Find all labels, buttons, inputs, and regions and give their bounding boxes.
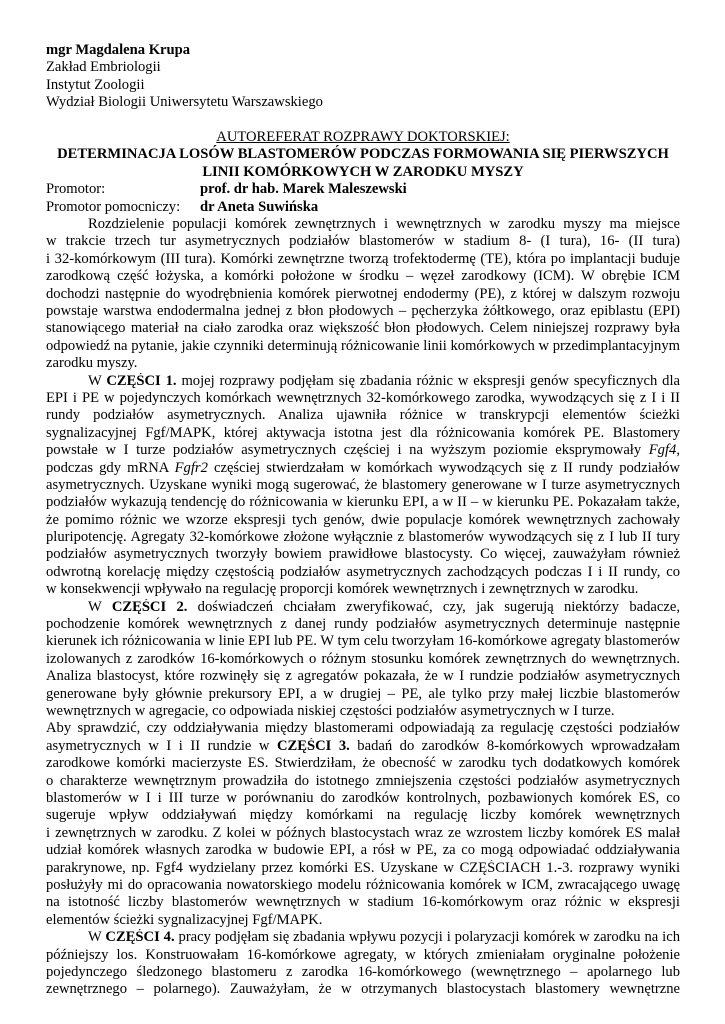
body-line: zarodkową część łożyska, a komórki położone w środku – węzeł zarodkowy (ICM). W obrębie ICM [46, 268, 680, 285]
body-line: że pomimo różnic we wzorze ekspresji tych genów, dwie populacje komórek wewnętrznych zachowały [46, 511, 680, 528]
body-line: podziałów asymetrycznych tworzyły bowiem prawidłowe blastocysty. Co więcej, zauważyłam również [46, 546, 680, 563]
body-line: pluripotencję. Agregaty 32-komórkowe złożone wyłącznie z blastomerów wywodzących się z I lub II tury [46, 529, 680, 546]
text-run: doświadczeń chciałam zweryfikować, czy, jak sugerują niektórzy badacze, [187, 598, 680, 615]
affiliation-line: Wydział Biologii Uniwersytetu Warszawskiego [46, 94, 323, 111]
body-line: izolowanych z zarodków 16-komórkowych o różnym stosunku komórek zewnętrznych do wewnętrznych. [46, 650, 680, 667]
gene-name: Fgfr2 [174, 459, 208, 476]
text-run: pracy podjęłam się zbadania wpływu pozycji i polaryzacji komórek w zarodku na ich [174, 929, 680, 946]
body-line: o charakterze wewnętrznym prowadziła do istotnego zmniejszenia częstości podziałów asymetrycznych [46, 772, 680, 789]
body-line: w trakcie trzech tur asymetrycznych podziałów blastomerów w stadium 8- (I tura), 16- (II tura) [46, 233, 680, 250]
text-run: W [88, 372, 107, 389]
promotor-name: dr Aneta Suwińska [200, 198, 319, 215]
text-run: W [88, 598, 112, 615]
section-intro-line [46, 599, 680, 616]
text-run: częściej stwierdzałam w komórkach wywodzących się z II rundy podziałów [207, 459, 680, 476]
body-line: w konsekwencji wpływało na regulację proporcji komórek wewnętrznych i zewnętrznych w zarodku. [46, 581, 639, 598]
section-intro-line [46, 929, 680, 946]
body-line: pojedynczego śledzonego blastomeru z zarodka 16-komórkowego (wewnętrznego – apolarnego lub [46, 963, 680, 980]
text-run: powstałe w I turze podziałów asymetrycznych częściej i na wyższym poziomie eksprymowały [46, 442, 649, 459]
text-run: asymetrycznych w I i II rundzie w [46, 737, 277, 754]
body-line: wewnętrznych w agregacie, co odpowiada niskiej częstości podziałów asymetrycznych w I turze. [46, 703, 615, 720]
promotor-row [46, 199, 680, 216]
body-line: Analiza blastocyst, które rozwinęły się z agregatów pokazała, że w I rundzie podziałów asymetrycznych [46, 668, 680, 685]
body-line: Aby sprawdzić, czy oddziaływania między blastomerami odpowiadają za regulację częstości podziałów [46, 720, 680, 737]
body-line: blastomerów w I i III turze w porównaniu do zarodków kontrolnych, pozbawionych komórek ES, co [46, 789, 680, 806]
text-run: mojej rozprawy podjęłam się zbadania różnic w ekspresji genów specyficznych dla [176, 372, 680, 389]
body-line: na istotność liczby blastomerów wewnętrznych w stadium 16-komórkowym oraz różnic w ekspresji [46, 894, 680, 911]
document-page [46, 42, 680, 999]
body-line: dochodzi następnie do wyodrębnienia komórek pierwotnej endodermy (PE), z której w dalszym rozwoju [46, 285, 680, 302]
text-run: , [676, 442, 680, 459]
text-run: W [88, 929, 106, 946]
body-line: podziałów wykazują tendencję do różnicowania w kierunku EPI, a w II – w kierunku PE. Pokazałam także, [46, 494, 680, 511]
body-line: odwrotną korelację między częstością podziałów asymetrycznych zachodzących podczas I i II rundy, co [46, 563, 680, 580]
author-name: mgr Magdalena Krupa [46, 42, 191, 58]
body-line: stanowiącego materiał na ciało zarodka oraz większość błon płodowych. Celem niniejszej rozprawy była [46, 320, 680, 337]
text-run: podczas gdy mRNA [46, 459, 175, 476]
body-line: rundy podziałów asymetrycznych. Analiza ujawniła różnice w transkrypcji elementów ścieżki [46, 407, 680, 424]
promotor-row [46, 181, 680, 198]
body-line: Rozdzielenie populacji komórek zewnętrznych i wewnętrznych w zarodku myszy ma miejsce [88, 216, 680, 233]
body-line: zewnętrznego – polarnego). Zauważyłam, że w otrzymanych blastocystach blastomery wewnętrzne [46, 981, 680, 998]
body-line: pochodzenie komórek wewnętrznych z danej rundy podziałów asymetrycznych determinuje następnie [46, 616, 680, 633]
body-line: generowane były głównie prekursory EPI, a w drugiej – PE, ale tylko przy małej liczbie blastomerów [46, 685, 680, 702]
body-line: udział komórek własnych zarodka w budowie EPI, a rósł w PE, za co mogą odpowiadać oddziaływania [46, 842, 680, 859]
promotor-name: prof. dr hab. Marek Maleszewski [200, 181, 407, 198]
section-label: CZĘŚCI 1. [106, 372, 177, 389]
body-line: asymetrycznych. Uzyskane wyniki mogą sugerować, że blastomery generowane w I turze asymetrycznych [46, 476, 680, 493]
body-line [46, 442, 680, 459]
body-line: parakrynowe, np. Fgf4 wydzielany przez komórki ES. Uzyskane w CZĘŚCIACH 1.-3. rozprawy wyniki [46, 859, 680, 876]
body-line: posłużyły mi do opracowania nowatorskiego modelu różnicowania komórek w ICM, zwracającego uwagę [46, 876, 680, 893]
body-line: zarodku myszy. [46, 355, 138, 372]
body-line: elementów ścieżki sygnalizacyjnej Fgf/MAPK. [46, 911, 323, 928]
body-line: odpowiedź na pytanie, jakie czynniki determinują różnicowanie linii komórkowych w przedimplantacyjnym [46, 337, 680, 354]
body-line [46, 460, 680, 477]
section-label: CZĘŚCI 4. [105, 929, 175, 946]
body-line: powstaje warstwa endodermalna jednej z błon płodowych – pęcherzyka żółtkowego, oraz epiblastu (EPI) [46, 303, 680, 319]
affiliation-line: Zakład Embriologii [46, 59, 161, 76]
title-line: LINII KOMÓRKOWYCH W ZARODKU MYSZY [202, 163, 524, 180]
body-line: i 32-komórkowym (III tura). Komórki zewnętrzne tworzą trofektodermę (TE), która po implantacji buduje [46, 250, 680, 267]
gene-name: Fgf4 [648, 442, 677, 459]
section-label: CZĘŚCI 2. [111, 598, 188, 615]
body-line: zarodkowe komórki macierzyste ES. Stwierdziłam, że obecność w zarodku tych dodatkowych komórek [46, 755, 680, 772]
text-run: badań do zarodków 8-komórkowych wprowadzałam [349, 737, 680, 754]
promotor-label: Promotor: [46, 181, 106, 198]
title-line: DETERMINACJA LOSÓW BLASTOMERÓW PODCZAS FORMOWANIA SIĘ PIERWSZYCH [57, 146, 669, 163]
body-line: sugeruje wpływ oddziaływań między komórkami na regulację liczby komórek wewnętrznych [46, 807, 680, 824]
body-line: EPI i PE w pojedynczych komórkach wewnętrznych 32-komórkowego zarodka, wywodzących się z I i II [46, 389, 680, 406]
promotor-label: Promotor pomocniczy: [46, 198, 181, 215]
section-label: CZĘŚCI 3. [276, 737, 350, 754]
document-kind: AUTOREFERAT ROZPRAWY DOKTORSKIEJ: [216, 129, 510, 146]
affiliation-line: Instytut Zoologii [46, 76, 145, 93]
body-line: późniejszy los. Konstruowałam 16-komórkowe agregaty, w których zmieniałam oryginalne położenie [46, 946, 680, 963]
section-intro-line [46, 738, 680, 755]
body-line: sygnalizacyjnej Fgf/MAPK, której aktywacja istotna jest dla różnicowania komórek PE. Blastomery [46, 424, 680, 441]
body-line: kierunek ich różnicowania w linie EPI lub PE. W tym celu tworzyłam 16-komórkowe agregaty blastomerów [46, 633, 680, 650]
body-line: i zewnętrznych w zarodku. Z kolei w późnych blastocystach wraz ze wzrostem liczby komórek ES malał [46, 824, 680, 841]
section-intro-line [46, 373, 680, 390]
